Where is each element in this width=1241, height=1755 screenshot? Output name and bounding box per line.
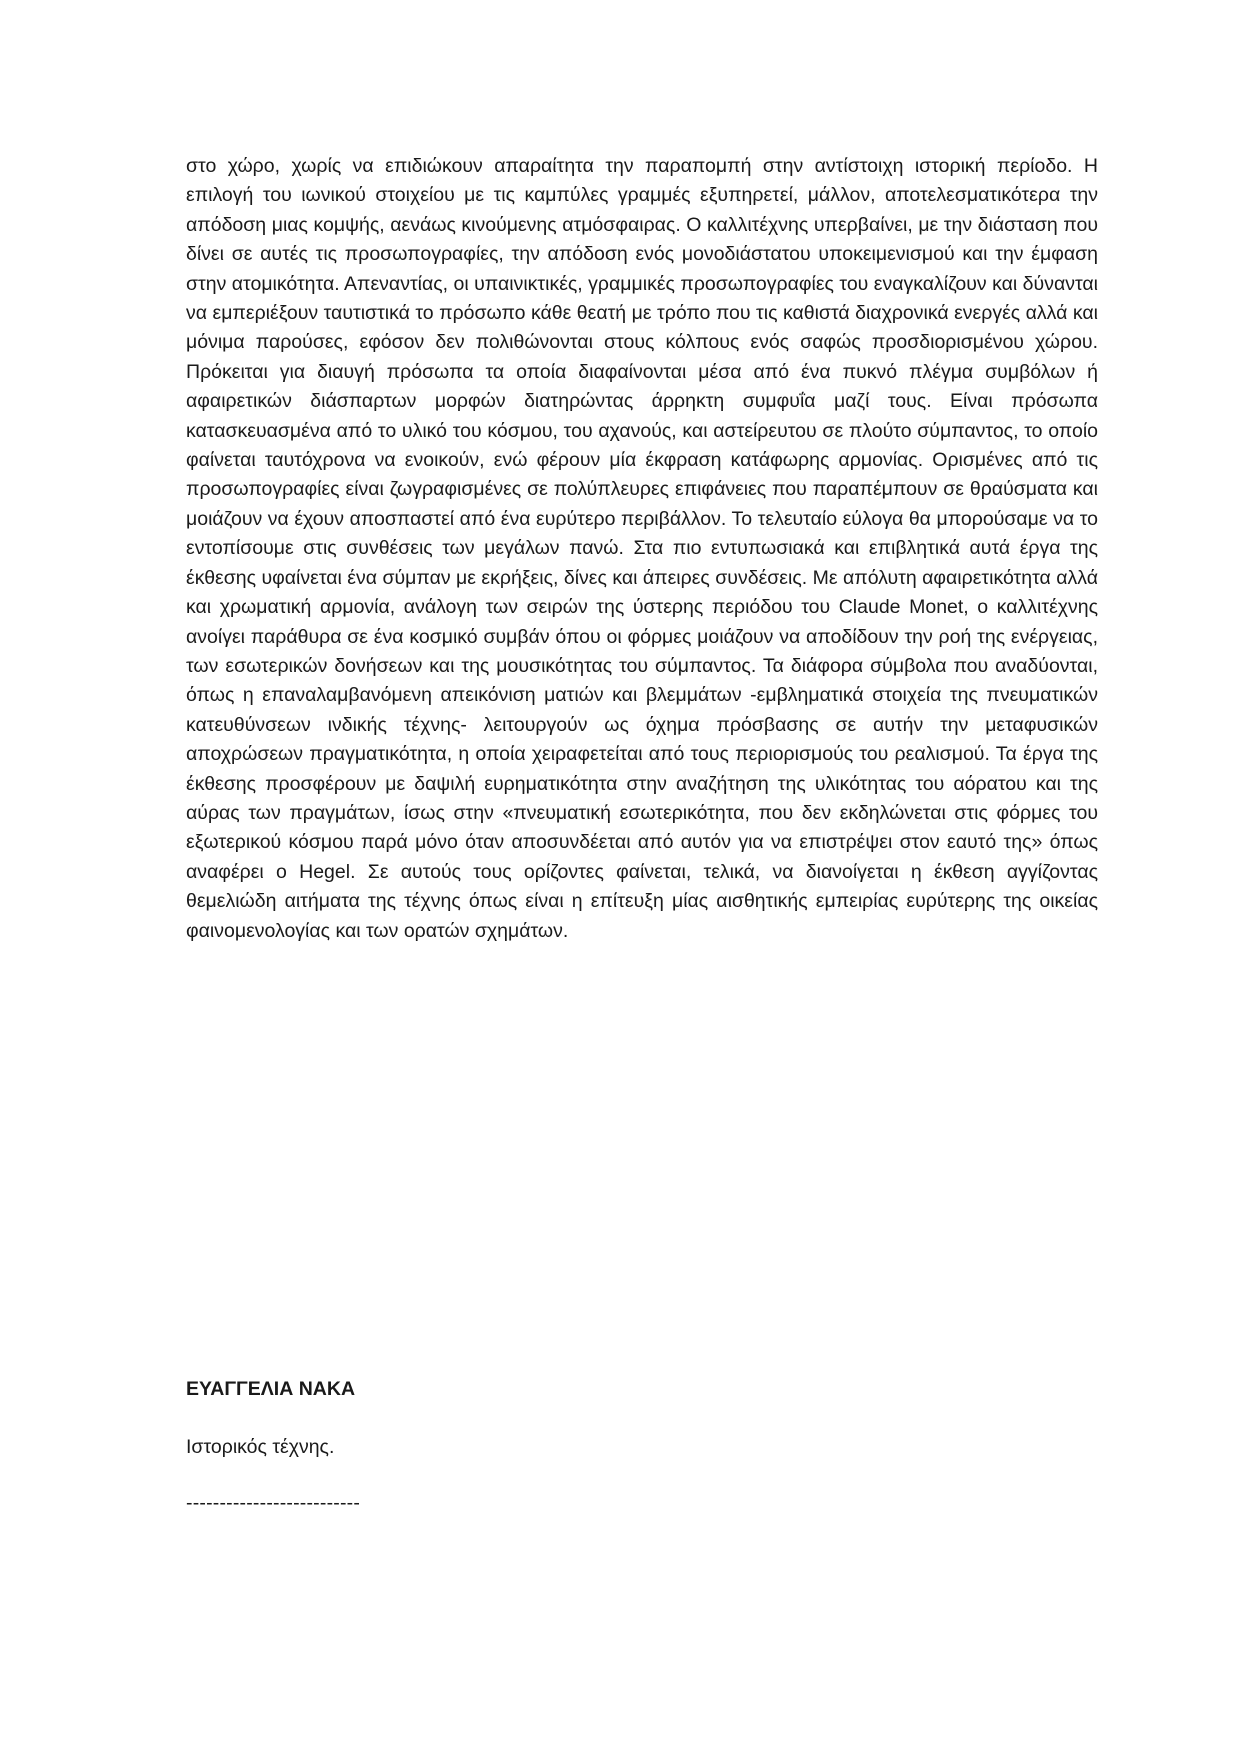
body-paragraph: στο χώρο, χωρίς να επιδιώκουν απαραίτητα την παραπομπή στην αντίστοιχη ιστορική περίοδο. Η επιλογή του ιωνικού στοιχείου με τις καμπύλες γραμμές εξυπηρετεί, μάλλον, αποτελεσματικότερα την απόδοση μιας κομψής, αενάως κινούμενης ατμόσφαιρας. Ο καλλιτέχνης υπερβαίνει, με την διάσταση που δίνει σε αυτές τις προσωπογραφίες, την απόδοση ενός μονοδιάστατου υποκειμενισμού και την έμφαση στην ατομικότητα. Απεναντίας, οι υπαινικτικές, γραμμικές προσωπογραφίες του εναγκαλίζουν και δύνανται να εμπεριέξουν ταυτιστικά το πρόσωπο κάθε θεατή με τρόπο που τις καθιστά διαχρονικά ενεργές αλλά και μόνιμα παρούσες, εφόσον δεν πολιθώνονται στους κόλπους ενός σαφώς προσδιορισμένου χώρου. Πρόκειται για διαυγή πρόσωπα τα οποία διαφαίνονται μέσα από ένα πυκνό πλέγμα συμβόλων ή αφαιρετικών διάσπαρτων μορφών διατηρώντας άρρηκτη συμφυΐα μαζί τους. Είναι πρόσωπα κατασκευασμένα από το υλικό του κόσμου, του αχανούς, και αστείρευτου σε πλούτο σύμπαντος, το οποίο φαίνεται ταυτόχρονα να ενοικούν, ενώ φέρουν μία έκφραση κατάφωρης αρμονίας. Ορισμένες από τις προσωπογραφίες είναι ζωγραφισμένες σε πολύπλευρες επιφάνειες που παραπέμπουν σε θραύσματα και μοιάζουν να έχουν αποσπαστεί από ένα ευρύτερο περιβάλλον. Το τελευταίο εύλογα θα μπορούσαμε να το εντοπίσουμε στις συνθέσεις των μεγάλων πανώ. Στα πιο εντυπωσιακά και επιβλητικά αυτά έργα της έκθεσης υφαίνεται ένα σύμπαν με εκρήξεις, δίνες και άπειρες συνδέσεις. Με απόλυτη αφαιρετικότητα αλλά και χρωματική αρμονία, ανάλογη των σειρών της ύστερης περιόδου του Claude Monet, ο καλλιτέχνης ανοίγει παράθυρα σε ένα κοσμικό συμβάν όπου οι φόρμες μοιάζουν να αποδίδουν την ροή της ενέργειας, των εσωτερικών δονήσεων και της μουσικότητας του σύμπαντος. Τα διάφορα σύμβολα που αναδύονται, όπως η επαναλαμβανόμενη απεικόνιση ματιών και βλεμμάτων -εμβληματικά στοιχεία της πνευματικών κατευθύνσεων ινδικής τέχνης- λειτουργούν ως όχημα πρόσβασης σε αυτήν την μεταφυσικών αποχρώσεων πραγματικότητα, η οποία χειραφετείται από τους περιορισμούς του ρεαλισμού. Τα έργα της έκθεσης προσφέρουν με δαψιλή ευρηματικότητα στην αναζήτηση της υλικότητας του αόρατου και της αύρας των πραγμάτων, ίσως στην «πνευματική εσωτερικότητα, που δεν εκδηλώνεται στις φόρμες του εξωτερικού κόσμου παρά μόνο όταν αποσυνδέεται από αυτόν για να επιστρέψει στον εαυτό της» όπως αναφέρει ο Hegel. Σε αυτούς τους ορίζοντες φαίνεται, τελικά, να διανοίγεται η έκθεση αγγίζοντας θεμελιώδη αιτήματα της τέχνης όπως είναι η επίτευξη μίας αισθητικής εμπειρίας ευρύτερης της οικείας φαινομενολογίας και των ορατών σχημάτων.	[186, 155, 1098, 942]
author-name: ΕΥΑΓΓΕΛΙΑ ΝΑΚΑ	[186, 1378, 356, 1400]
separator-line: --------------------------	[186, 1492, 361, 1514]
author-role: Ιστορικός τέχνης.	[186, 1436, 335, 1458]
